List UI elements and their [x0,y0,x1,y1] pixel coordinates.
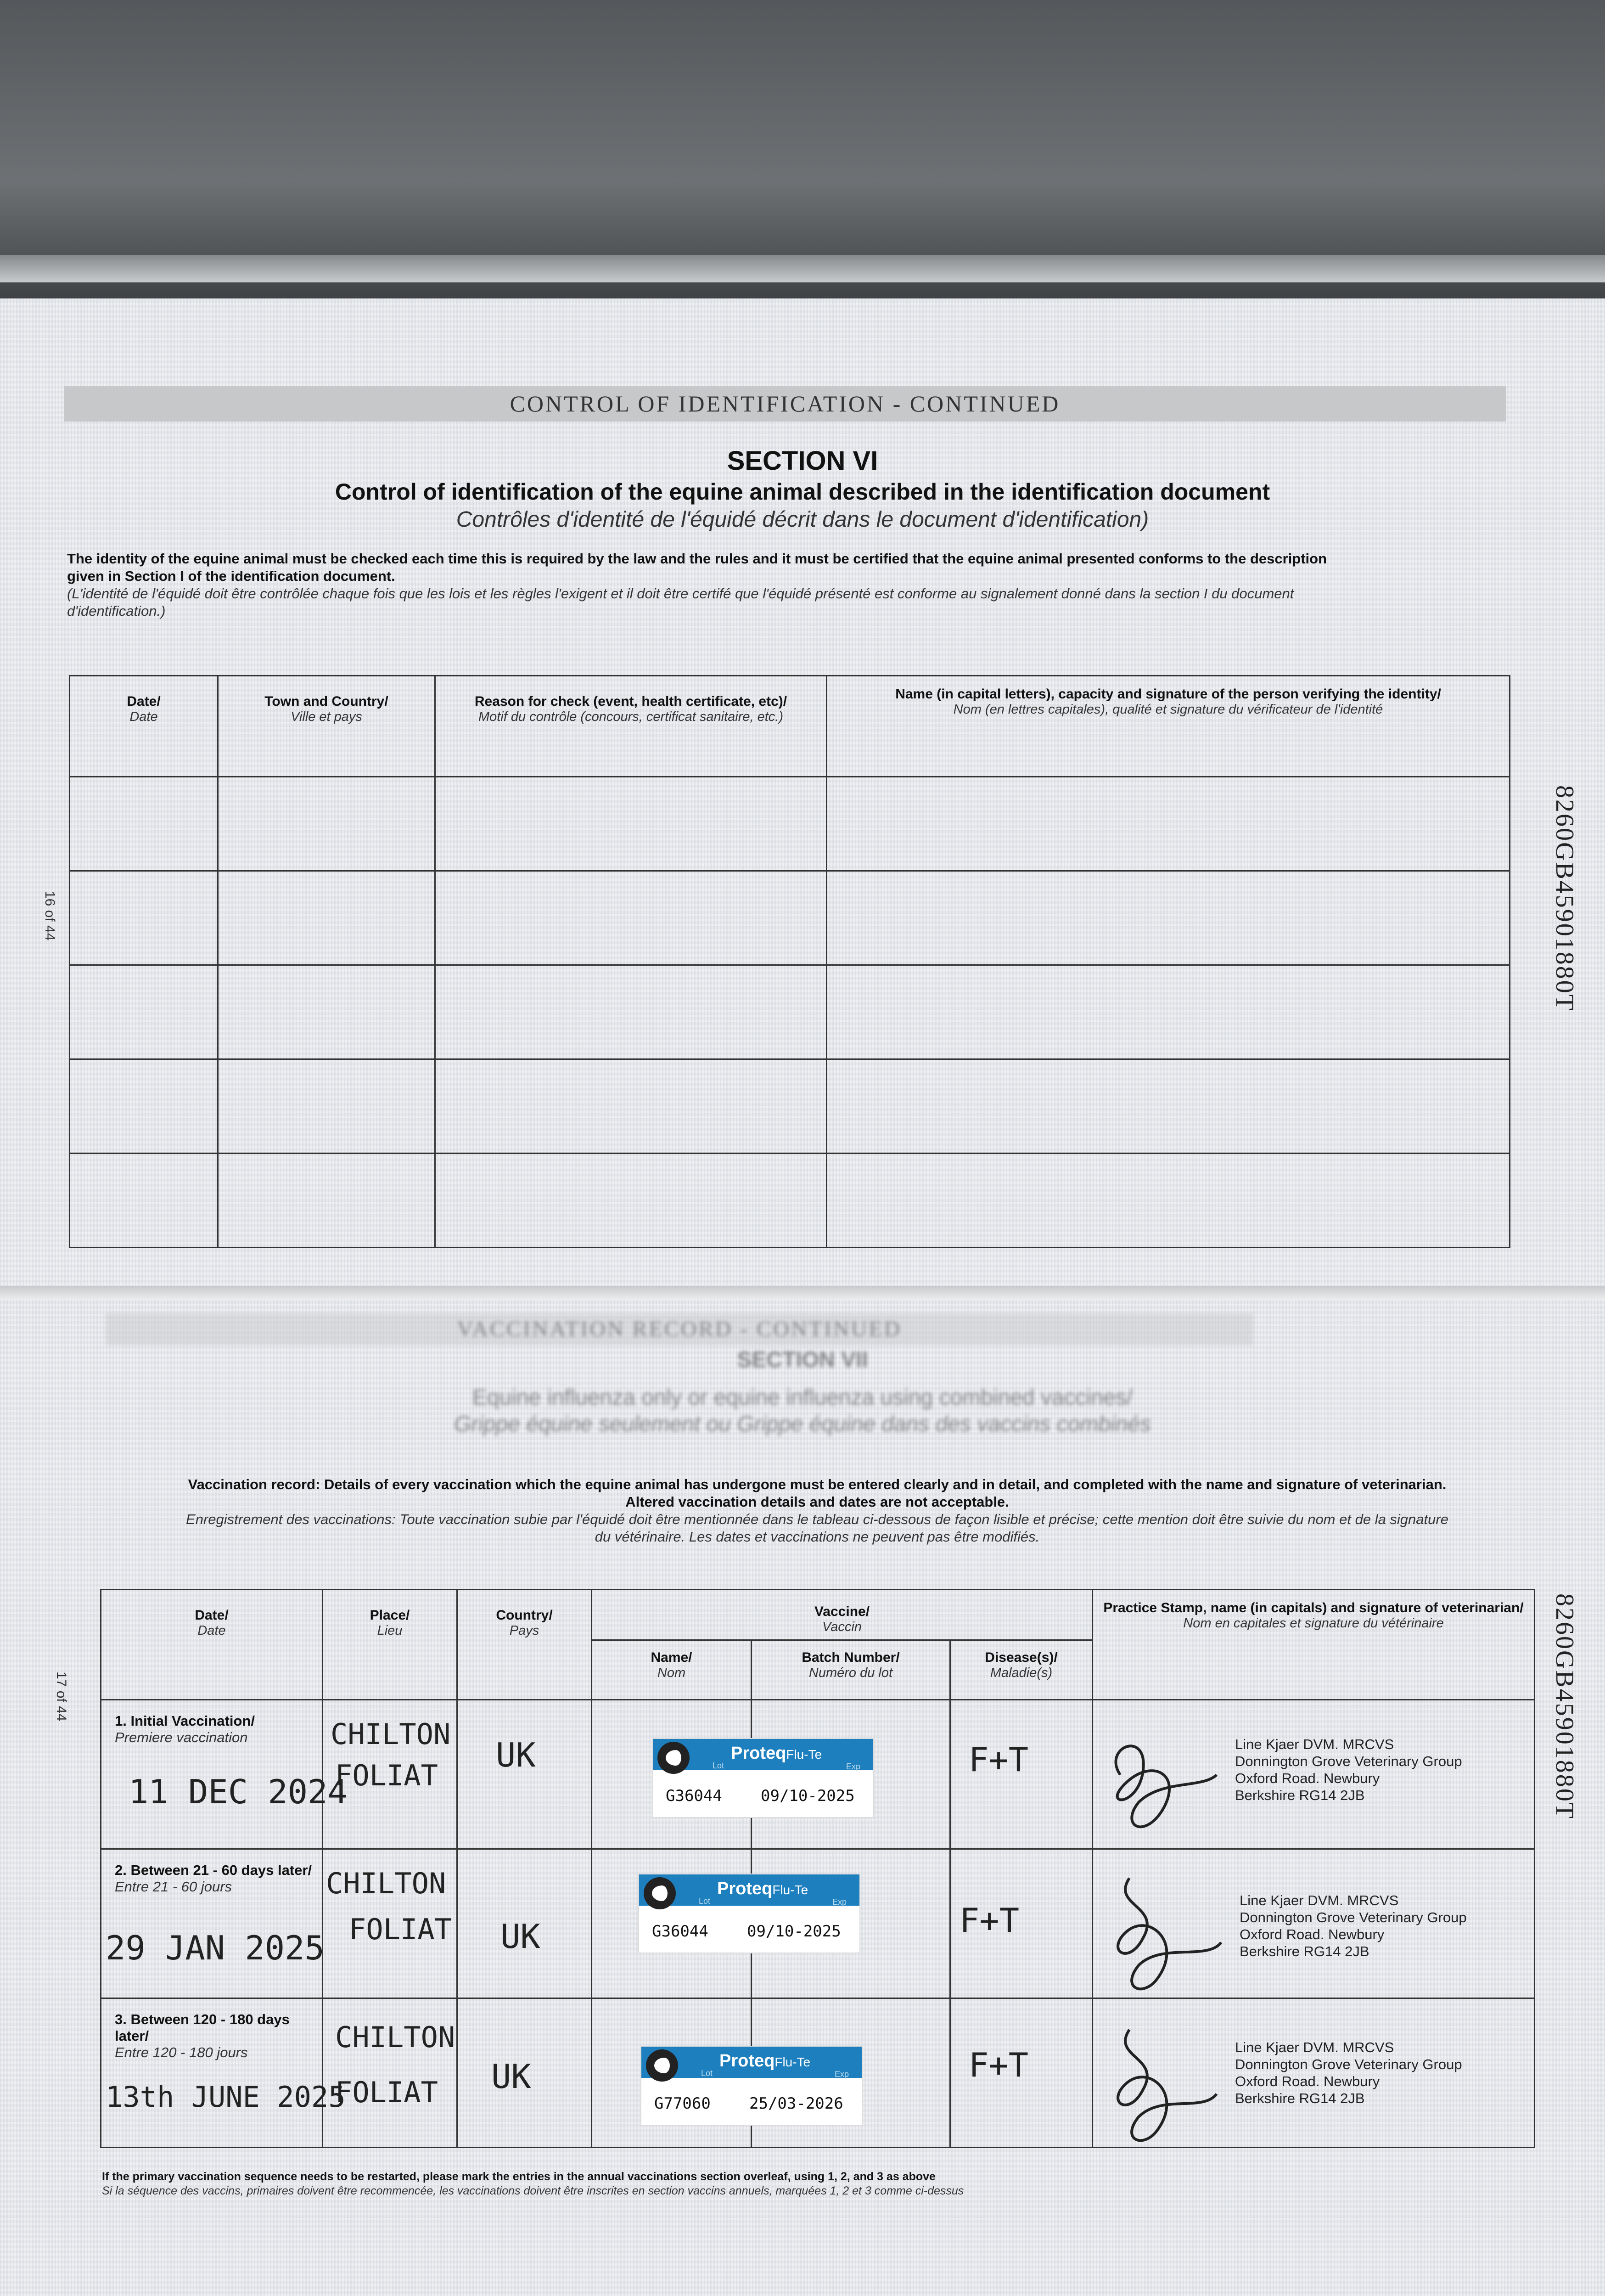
table-row [70,965,1510,1059]
cell[interactable] [70,965,218,1059]
table-row [70,871,1510,965]
cell[interactable] [435,1059,827,1154]
identity-check-table [69,675,1510,1248]
cell[interactable] [70,871,218,965]
record-en-2: Altered vaccination details and dates are not acceptable. [625,1494,1009,1510]
disease: F+T [969,2046,1029,2084]
title-en: Control of identification of the equine animal described in the identification document [335,479,1270,505]
table-row [70,777,1510,871]
place-line-2: FOLIAT [335,2076,438,2109]
table-row [70,1059,1510,1154]
intro-fr-1: (L'identité de l'équidé doit être contrôlée chaque fois que les lois et les règles l'exigent et il doit être certifé que l'équidé présenté est conforme au signalement donné dans la section I du document [67,585,1294,602]
col-country: Country/ Pays [457,1590,592,1700]
col-reason: Reason for check (event, health certificate, etc)/ Motif du contrôle (concours, certificat sanitaire, etc.) [435,676,827,777]
cell[interactable] [827,777,1510,871]
proteq-logo-icon [644,1877,676,1909]
page-number: 17 of 44 [54,1671,69,1722]
col-vaccine: Vaccine/ Vaccin [592,1590,1093,1640]
batch-number: G36044 [652,1922,708,1941]
page-16 [0,298,1605,1295]
record-fr-2: du vétérinaire. Les dates et vaccinations ne peuvent pas être modifiés. [595,1529,1040,1545]
vaccination-date: 13th JUNE 2025 [106,2080,346,2114]
practice-stamp: Line Kjaer DVM. MRCVS Donnington Grove Veterinary Group Oxford Road. Newbury Berkshire RG14 2JB [1240,1892,1467,1959]
cell[interactable] [827,1154,1510,1248]
cell[interactable] [435,965,827,1059]
place-line-2: FOLIAT [349,1913,452,1946]
cell[interactable] [218,871,435,965]
cell[interactable] [70,1154,218,1248]
proteq-logo-icon [657,1742,690,1774]
cell[interactable] [827,965,1510,1059]
country: UK [496,1736,536,1774]
intro-en-2: given in Section I of the identification document. [67,568,395,584]
col-place: Place/ Lieu [323,1590,457,1700]
header-band: CONTROL OF IDENTIFICATION - CONTINUED [64,386,1506,422]
vaccination-date: 11 DEC 2024 [129,1773,348,1811]
header-band: VACCINATION RECORD - CONTINUED [106,1313,1253,1345]
vaccine-sticker: ProteqFlu-Te Lot Exp G36044 09/10-2025 [638,1874,860,1953]
record-fr-1: Enregistrement des vaccinations: Toute vaccination subie par l'équidé doit être mentionnée dans le tableau ci-dessous de façon lisible et précise; cette mention doit être suivie du nom et de la signature [186,1511,1448,1527]
col-batch: Batch Number/ Numéro du lot [752,1640,950,1700]
vaccine-sticker: ProteqFlu-Te Lot Exp G77060 25/03-2026 [640,2046,863,2126]
footnote [102,2170,1433,2198]
col-disease: Disease(s)/ Maladie(s) [950,1640,1093,1700]
expiry-date: 09/10-2025 [747,1922,841,1941]
title-fr: Grippe équine seulement ou Grippe équine dans des vaccins combinés [454,1412,1151,1436]
record-en-1: Vaccination record: Details of every vaccination which the equine animal has undergone must be entered clearly and in detail, and completed with the name and signature of veterinarian. [188,1476,1447,1492]
expiry-date: 25/03-2026 [749,2094,843,2113]
passport-number: 8260GB45901880T [1550,785,1579,1012]
vet-signature [1093,1860,1230,2007]
table-header-row [70,676,1510,777]
row-label: 3. Between 120 - 180 days later/ Entre 120 - 180 jours [115,2011,290,2060]
col-date: Date/ Date [70,676,218,777]
place-line-1: CHILTON [335,2020,455,2054]
proteq-logo-icon [646,2049,678,2082]
cell[interactable] [70,1059,218,1154]
cell[interactable] [218,965,435,1059]
record-text [92,1476,1543,1546]
vet-signature [1097,2016,1226,2163]
batch-number: G36044 [666,1787,722,1805]
intro-text [67,550,1490,620]
cell[interactable] [435,1154,827,1248]
col-verifier: Name (in capital letters), capacity and signature of the person verifying the identity/ Nom (en lettres capitales), qualité et signature du vérificateur de l'identité [827,676,1510,777]
page-17 [0,1300,1605,2296]
cell[interactable] [435,777,827,871]
cell[interactable] [827,1059,1510,1154]
col-date: Date/ Date [101,1590,323,1700]
expiry-date: 09/10-2025 [761,1787,855,1805]
table-row [70,1154,1510,1248]
row-label: 1. Initial Vaccination/ Premiere vaccination [115,1713,255,1745]
intro-en-1: The identity of the equine animal must be checked each time this is required by the law and the rules and it must be certified that the equine animal presented conforms to the description [67,551,1327,567]
title-en: Equine influenza only or equine influenza using combined vaccines/ [472,1385,1133,1410]
col-name: Name/ Nom [592,1640,752,1700]
footnote-en: If the primary vaccination sequence needs to be restarted, please mark the entries in the annual vaccinations section overleaf, using 1, 2, and 3 as above [102,2170,936,2183]
col-stamp: Practice Stamp, name (in capitals) and signature of veterinarian/ Nom en capitales et signature du vétérinaire [1093,1590,1535,1700]
section-title: SECTION VII [737,1348,868,1372]
disease: F+T [960,1901,1020,1940]
section-title: SECTION VI [727,446,878,476]
cell[interactable] [218,1059,435,1154]
vet-signature [1093,1720,1230,1848]
title-fr: Contrôles d'identité de l'équidé décrit dans le document d'identification) [456,507,1149,532]
footnote-fr: Si la séquence des vaccins, primaires doivent être recommencée, les vaccinations doivent être inscrites en section vaccins annuels, marquées 1, 2 et 3 comme ci-dessus [102,2184,964,2197]
batch-number: G77060 [654,2094,711,2113]
disease: F+T [969,1740,1029,1779]
place-line-1: CHILTON [326,1867,446,1900]
place-line-2: FOLIAT [335,1759,438,1792]
book-edge [0,255,1605,282]
row-label: 2. Between 21 - 60 days later/ Entre 21 - 60 jours [115,1862,312,1895]
cell[interactable] [827,871,1510,965]
cell[interactable] [218,1154,435,1248]
country: UK [491,2057,531,2096]
country: UK [500,1917,540,1956]
page-number: 16 of 44 [42,891,57,941]
cell[interactable] [218,777,435,871]
passport-number: 8260GB45901880T [1550,1593,1579,1820]
vaccination-date: 29 JAN 2025 [106,1929,325,1967]
cell[interactable] [70,777,218,871]
place-line-1: CHILTON [331,1717,451,1751]
table-header-row [101,1590,1535,1640]
intro-fr-2: d'identification.) [67,603,166,619]
practice-stamp: Line Kjaer DVM. MRCVS Donnington Grove Veterinary Group Oxford Road. Newbury Berkshire RG14 2JB [1235,2039,1462,2106]
vaccine-sticker: ProteqFlu-Te Lot Exp G36044 09/10-2025 [652,1738,874,1818]
practice-stamp: Line Kjaer DVM. MRCVS Donnington Grove Veterinary Group Oxford Road. Newbury Berkshire RG14 2JB [1235,1736,1462,1803]
col-town-country: Town and Country/ Ville et pays [218,676,435,777]
cell[interactable] [435,871,827,965]
